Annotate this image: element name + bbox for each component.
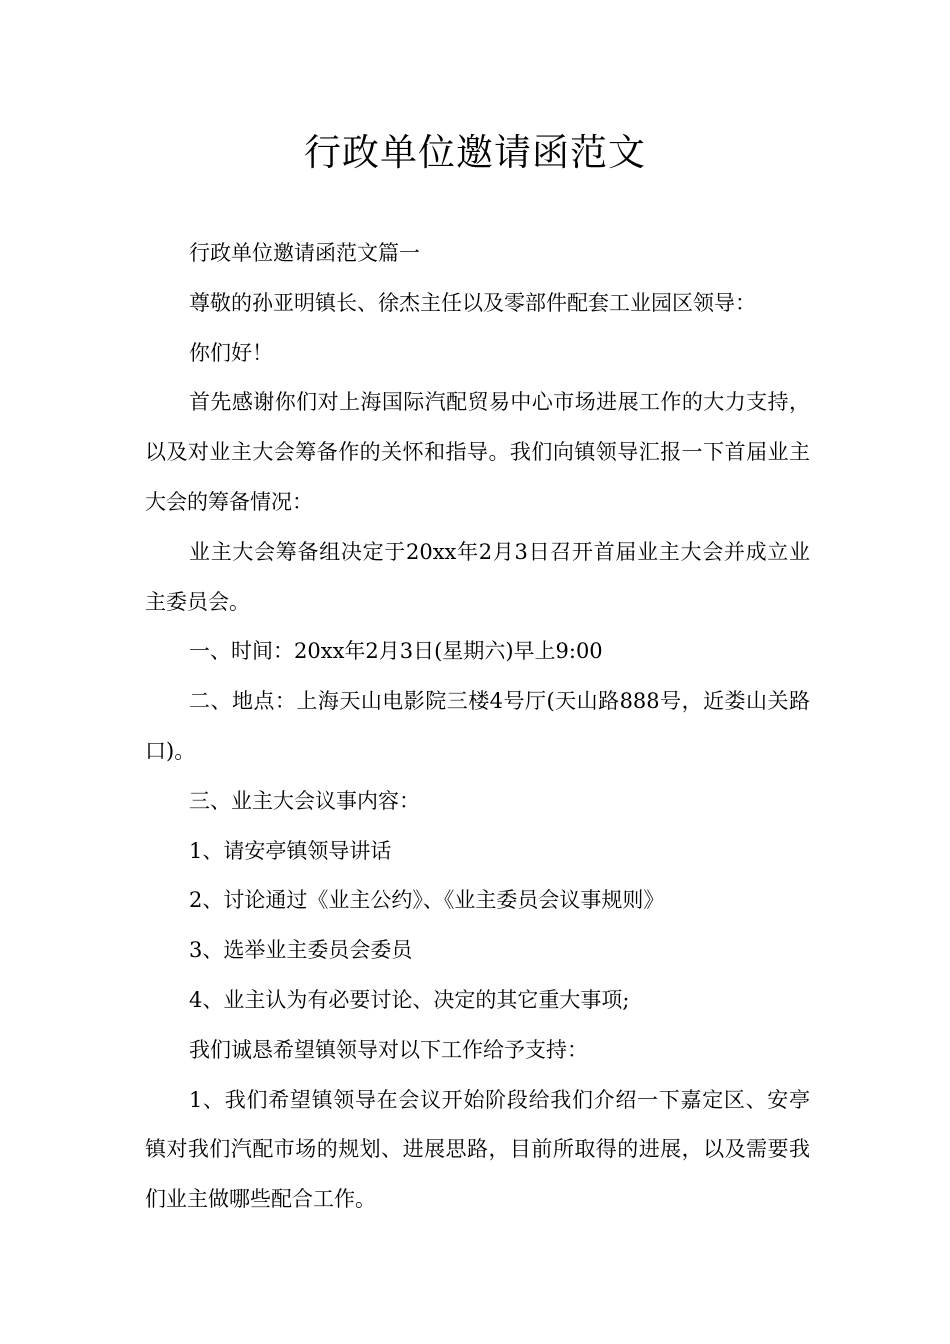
support-request-item: 1、我们希望镇领导在会议开始阶段给我们介绍一下嘉定区、安亭镇对我们汽配市场的规划、进展思路，目前所取得的进展，以及需要我们业主做哪些配合工作。: [145, 1087, 810, 1212]
body-paragraph: 业主大会筹备组决定于20xx年2月3日召开首届业主大会并成立业主委员会。: [145, 539, 810, 614]
document-title: 行政单位邀请函范文: [304, 131, 646, 174]
salutation: 尊敬的孙亚明镇长、徐杰主任以及零部件配套工业园区领导：: [189, 290, 756, 315]
agenda-item: 4、业主认为有必要讨论、决定的其它重大事项;: [189, 987, 630, 1012]
agenda-item: 3、选举业主委员会委员: [189, 938, 413, 963]
agenda-item: 1、请安亭镇领导讲话: [189, 838, 392, 863]
body-paragraph: 首先感谢你们对上海国际汽配贸易中心市场进展工作的大力支持，以及对业主大会筹备作的关怀和指导。我们向镇领导汇报一下首届业主大会的筹备情况：: [145, 390, 810, 514]
agenda-item: 2、讨论通过《业主公约》、《业主委员会议事规则》: [189, 888, 665, 913]
location-item: 二、地点：上海天山电影院三楼4号厅(天山路888号，近娄山关路口)。: [145, 689, 810, 763]
document-body: [145, 229, 810, 1225]
time-item: 一、时间：20xx年2月3日(星期六)早上9:00: [189, 639, 603, 664]
support-request-heading: 我们诚恳希望镇领导对以下工作给予支持：: [189, 1037, 588, 1062]
section-heading: 行政单位邀请函范文篇一: [189, 241, 420, 265]
agenda-heading: 三、业主大会议事内容：: [189, 788, 420, 813]
greeting: 你们好！: [189, 340, 273, 365]
